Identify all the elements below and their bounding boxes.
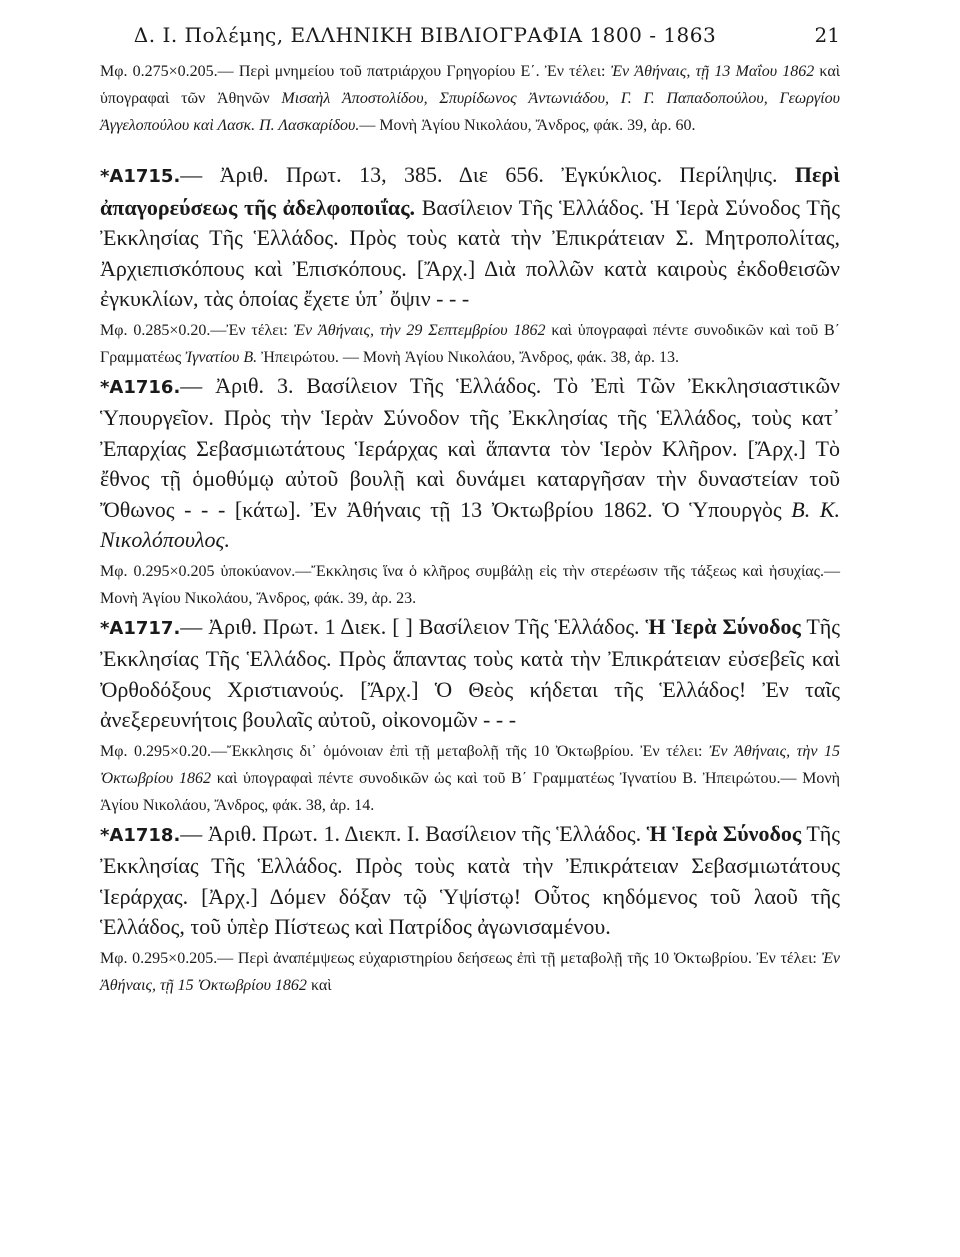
page-number: 21 [814,23,840,47]
entry-note [100,558,840,612]
previous-entry-note [100,58,840,139]
entry-text [100,612,840,736]
note-text: καὶ [306,976,332,994]
entry-id: *Α1716. [100,376,181,398]
entry-body: Τῆς Ἐκκλησίας Τῆς Ἑλλάδος. Πρὸς τοὺς κατὰ τὴν Ἐπικράτειαν Σεβασμιωτάτους Ἱεράρχας. [Ἀρχ.] Δόμεν δόξαν τῷ Ὑψίστῳ! Οὗτος κηδόμενος τοῦ λαοῦ τῆς Ἑλλάδος, τοῦ ὑπὲρ Πίστεως καὶ Πατρίδος ἀγωνισαμένου. [100,820,840,939]
entry-body: Τῆς Ἐκκλησίας Τῆς Ἑλλάδος. Πρὸς ἅπαντας τοὺς κατὰ τὴν Ἐπικράτειαν εὐσεβεῖς καὶ Ὀρθοδόξους Χριστιανούς. [Ἄρχ.] Ὁ Θεὸς κήδεται τῆς Ἑλλάδος! Ἐν ταῖς ἀνεξερευνήτοις βουλαῖς αὐτοῦ, οἰκονομῶν - - - [100,613,840,732]
note-text: Ἠπειρώτου. — Μονὴ Ἁγίου Νικολάου, Ἄνδρος, φάκ. 38, ἀρ. 13. [257,348,679,366]
entry-id: *Α1715. [100,166,181,187]
entry-a1718 [100,819,840,999]
entry-id: *Α1718. [100,824,181,846]
entry-signatory: Β. Κ. Νικολόπουλος. [100,496,840,552]
note-italic: Ἰγνατίου Β. [185,348,258,366]
note-italic: Μισαὴλ Ἀποστολίδου, Σπυρίδωνος Ἀντωνιάδου, Γ. Γ. Παπαδοπούλου, Γεωργίου Ἀγγελοπούλου καὶ Λασκ. Π. Λασκαρίδου. [100,90,840,134]
entry-body: Βασίλειον Τῆς Ἑλλάδος. Ἡ Ἱερὰ Σύνοδος Τῆς Ἐκκλησίας Τῆς Ἑλλάδος. Πρὸς τοὺς κατὰ τὴν Ἐπικράτειαν Σ. Μητροπολίτας, Ἀρχιεπισκόπους καὶ Ἐπισκόπους. [Ἄρχ.] Διὰ πολλῶν κατὰ καιροὺς ἐκδοθεισῶν ἐγκυκλίων, τὰς ὁποίας ἔχετε ὑπ᾽ ὄψιν - - - [100,194,840,311]
entry-body: — Ἀριθ. Πρωτ. 1 Διεκ. [ ] Βασίλειον Τῆς Ἑλλάδος. [180,613,646,639]
entry-a1716 [100,371,840,612]
note-italic: Ἐν Ἀθήναις, τῇ 15 Ὀκτωβρίου 1862 [100,949,840,994]
note-text: — Μονὴ Ἁγίου Νικολάου, Ἄνδρος, φάκ. 39, ἀρ. 60. [359,117,696,134]
entry-id: *Α1717. [100,617,181,639]
entry-a1717 [100,612,840,819]
entry-subject: Περὶ ἀπαγορεύσεως τῆς ἀδελφοποιΐας. [100,162,840,220]
note-italic: Ἐν Ἀθήναις, τῇ 13 Μαΐου 1862 [610,63,815,80]
entry-a1715 [100,160,840,371]
header-title: Δ. Ι. Πολέμης, ΕΛΛΗΝΙΚΗ ΒΙΒΛΙΟΓΡΑΦΙΑ 1800 - 1863 [133,23,717,47]
entry-text [100,160,840,315]
entry-note [100,945,840,999]
note-italic: Ἐν Ἀθήναις, τὴν 15 Ὀκτωβρίου 1862 [100,742,840,787]
note-text: Μφ. 0.295×0.205.— Περὶ ἀναπέμψεως εὐχαριστηρίου δεήσεως ἐπὶ τῇ μεταβολῇ τῆς 10 Ὀκτωβρίου. Ἐν τέλει: [100,949,822,967]
entry-note [100,317,840,371]
note-italic: Ἐν Ἀθήναις, τὴν 29 Σεπτεμβρίου 1862 [293,321,546,339]
page-body [100,58,840,999]
note-text: καὶ ὑπογραφαὶ τῶν Ἀθηνῶν [100,63,841,107]
note-text: Μφ. 0.285×0.20.—Ἐν τέλει: [100,321,294,339]
note-text: Μφ. 0.275×0.205.— Περὶ μνημείου τοῦ πατριάρχου Γρηγορίου Ε΄. Ἐν τέλει: [100,63,611,80]
note-text: καὶ ὑπογραφαὶ πέντε συνοδικῶν ὡς καὶ τοῦ Β΄ Γραμματέως Ἰγνατίου Β. Ἠπειρώτου.— Μονὴ Ἁγίου Νικολάου, Ἄνδρος, φάκ. 38, ἀρ. 14. [100,769,841,814]
entry-subject: Ἡ Ἱερὰ Σύνοδος [645,613,801,639]
entry-text [100,819,840,943]
note-text: καὶ ὑπογραφαὶ πέντε συνοδικῶν καὶ τοῦ Β΄ Γραμματέως [100,321,841,366]
note-text: Μφ. 0.295×0.205 ὑποκύανον.—Ἔκκλησις ἵνα ὁ κλῆρος συμβάλῃ εἰς τὴν στερέωσιν τῆς τάξεως καὶ ἡσυχίας.— Μονὴ Ἁγίου Νικολάου, Ἄνδρος, φάκ. 39, ἀρ. 23. [100,562,840,607]
entry-subject: Ἡ Ἱερὰ Σύνοδος [646,820,802,846]
entry-text [100,371,840,556]
entry-note [100,738,840,819]
running-head [100,20,840,50]
note-text: Μφ. 0.295×0.20.—Ἔκκλησις δι᾽ ὁμόνοιαν ἐπὶ τῇ μεταβολῇ τῆς 10 Ὀκτωβρίου. Ἐν τέλει: [100,742,710,760]
entry-body: — Ἀριθ. Πρωτ. 13, 385. Διε 656. Ἐγκύκλιος. Περίληψις. [180,162,795,187]
entry-body: — Ἀριθ. 3. Βασίλειον Τῆς Ἑλλάδος. Τὸ Ἐπὶ Τῶν Ἐκκλησιαστικῶν Ὑπουργεῖον. Πρὸς τὴν Ἱερὰν Σύνοδον τῆς Ἐκκλησίας τῆς Ἑλλάδος, τοὺς κατ᾽ Ἐπαρχίας Σεβασμιωτάτους Ἱεράρχας καὶ ἅπαντα τὸν Ἱερὸν Κλῆρον. [Ἄρχ.] Τὸ ἔθνος τῇ ὁμοθύμῳ αὐτοῦ βουλῇ καὶ δυνάμει καταργῆσαν τὴν δυναστείαν τοῦ Ὄθωνος - - - [κάτω]. Ἐν Ἀθήναις τῇ 13 Ὀκτωβρίου 1862. Ὁ Ὑπουργὸς [100,372,840,522]
entry-body: — Ἀριθ. Πρωτ. 1. Διεκπ. Ι. Βασίλειον τῆς Ἑλλάδος. [180,820,647,846]
